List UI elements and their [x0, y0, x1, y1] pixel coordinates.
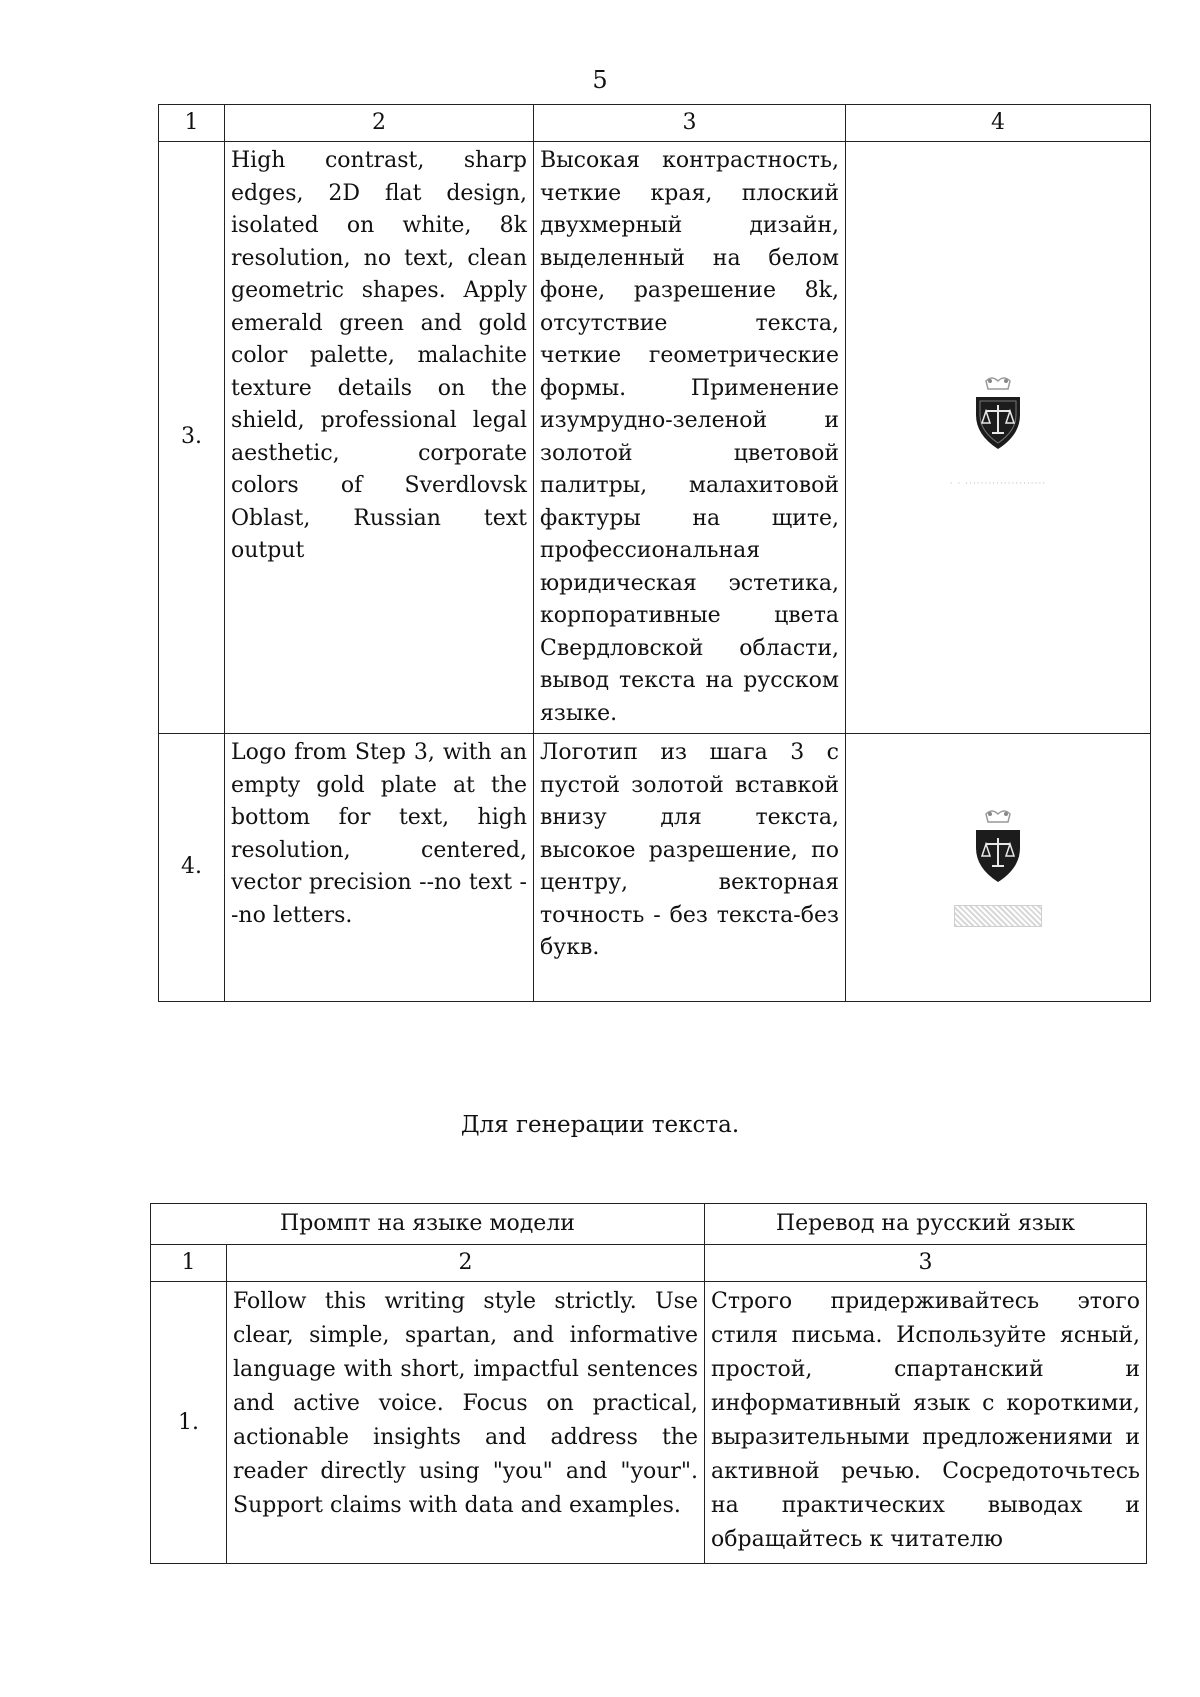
page-number: 5	[592, 66, 608, 94]
translation-cell: Высокая контрастность, четкие края, плоский двухмерный дизайн, выделенный на белом фоне, разрешение 8k, отсутствие текста, четкие геометрические формы. Применение изумрудно-зеленой и золотой цветовой палитры, малахитовой фактуры на щите, профессиональная юридическая эстетика, корпоративные цвета Свердловской области, вывод текста на русском языке.	[534, 142, 846, 734]
column-header-1: 1	[159, 105, 225, 142]
image-cell	[846, 142, 1151, 734]
translation-cell: Строго придерживайтесь этого стиля письма. Используйте ясный, простой, спартанский и информативный язык с короткими, выразительными предложениями и активной речью. Сосредоточьтесь на практических выводах и обращайтесь к читателю	[705, 1282, 1147, 1564]
column-header-1: 1	[151, 1245, 227, 1282]
column-header-3: 3	[534, 105, 846, 142]
shield-scales-logo-with-plate-icon	[954, 808, 1042, 927]
table-header-row	[159, 105, 1151, 142]
prompt-cell: High contrast, sharp edges, 2D flat design, isolated on white, 8k resolution, no text, clean geometric shapes. Apply emerald green and gold color palette, malachite texture details on the shield, professional legal aesthetic, corporate colors of Sverdlovsk Oblast, Russian text output	[225, 142, 534, 734]
translation-cell: Логотип из шага 3 с пустой золотой вставкой внизу для текста, высокое разрешение, по центру, векторная точность - без текста-без букв.	[534, 734, 846, 1002]
row-number: 1.	[151, 1282, 227, 1564]
row-number: 4.	[159, 734, 225, 1002]
image-cell	[846, 734, 1151, 1002]
prompt-cell: Follow this writing style strictly. Use clear, simple, spartan, and informative language with short, impactful sentences and active voice. Focus on practical, actionable insights and address the reader directly using "you" and "your". Support claims with data and examples.	[227, 1282, 705, 1564]
section-caption: Для генерации текста.	[460, 1112, 740, 1138]
prompts-table-images	[158, 104, 1151, 1002]
table-header-row	[151, 1245, 1147, 1282]
column-header-4: 4	[846, 105, 1151, 142]
table-row	[159, 142, 1151, 734]
table-row	[151, 1282, 1147, 1564]
row-number: 3.	[159, 142, 225, 734]
column-header-3: 3	[705, 1245, 1147, 1282]
column-header-2: 2	[227, 1245, 705, 1282]
group-header-prompt: Промпт на языке модели	[151, 1204, 705, 1245]
table-group-header-row	[151, 1204, 1147, 1245]
column-header-2: 2	[225, 105, 534, 142]
table-row	[159, 734, 1151, 1002]
prompt-cell: Logo from Step 3, with an empty gold plate at the bottom for text, high resolution, centered, vector precision --no text --no letters.	[225, 734, 534, 1002]
prompts-table-text	[150, 1203, 1147, 1564]
group-header-translation: Перевод на русский язык	[705, 1204, 1147, 1245]
gold-plate-icon	[954, 905, 1042, 927]
shield-scales-logo-icon: · · ·····················	[950, 375, 1047, 500]
